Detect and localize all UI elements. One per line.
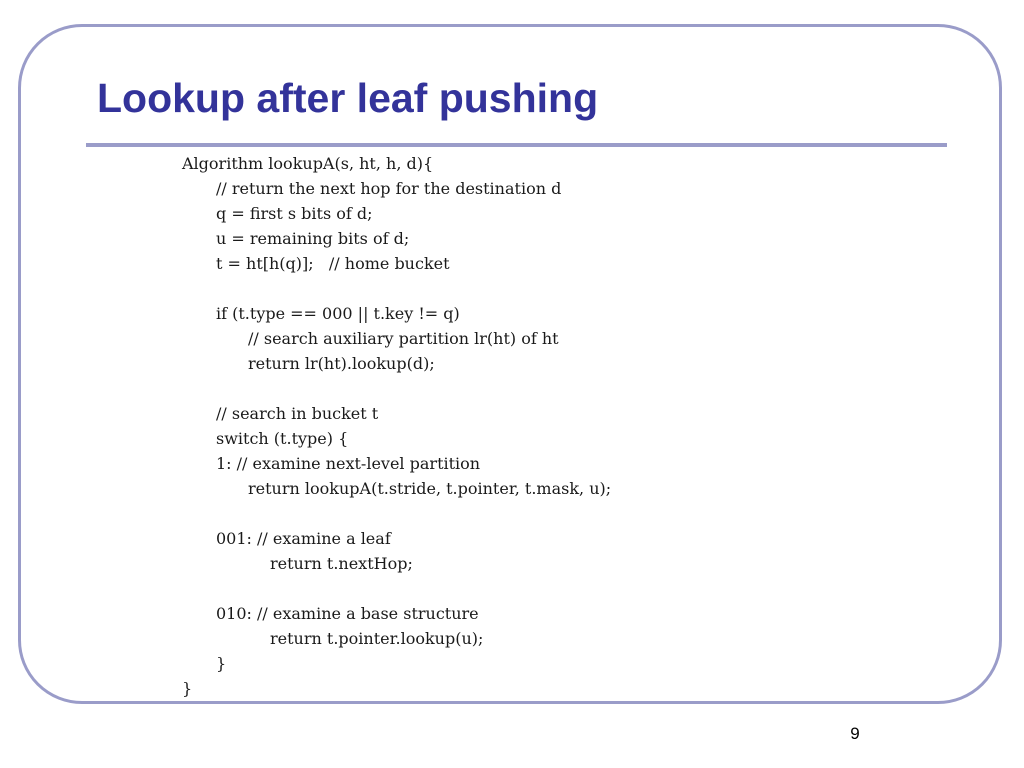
code-line: t = ht[h(q)]; // home bucket <box>216 254 450 273</box>
code-line: // search auxiliary partition lr(ht) of ht <box>248 329 559 348</box>
code-line: } <box>182 679 193 698</box>
code-line: } <box>216 654 227 673</box>
title-divider <box>86 143 947 147</box>
code-blank-line <box>182 501 611 526</box>
code-line: // return the next hop for the destination d <box>216 179 562 198</box>
code-line: if (t.type == 000 || t.key != q) <box>216 304 460 323</box>
code-line: 001: // examine a leaf <box>216 529 391 548</box>
code-line: switch (t.type) { <box>216 429 349 448</box>
code-line: Algorithm lookupA(s, ht, h, d){ <box>182 154 434 173</box>
code-line: 010: // examine a base structure <box>216 604 479 623</box>
code-line: // search in bucket t <box>216 404 379 423</box>
code-blank-line <box>182 376 611 401</box>
code-blank-line <box>182 276 611 301</box>
code-line: q = first s bits of d; <box>216 204 373 223</box>
code-line: return t.pointer.lookup(u); <box>270 629 484 648</box>
slide-title: Lookup after leaf pushing <box>97 75 599 121</box>
code-blank-line <box>182 576 611 601</box>
code-line: return lookupA(t.stride, t.pointer, t.mask, u); <box>248 479 612 498</box>
page-number: 9 <box>850 724 860 743</box>
code-line: 1: // examine next-level partition <box>216 454 481 473</box>
code-line: return t.nextHop; <box>270 554 413 573</box>
code-block <box>182 151 611 701</box>
code-line: return lr(ht).lookup(d); <box>248 354 435 373</box>
code-line: u = remaining bits of d; <box>216 229 410 248</box>
